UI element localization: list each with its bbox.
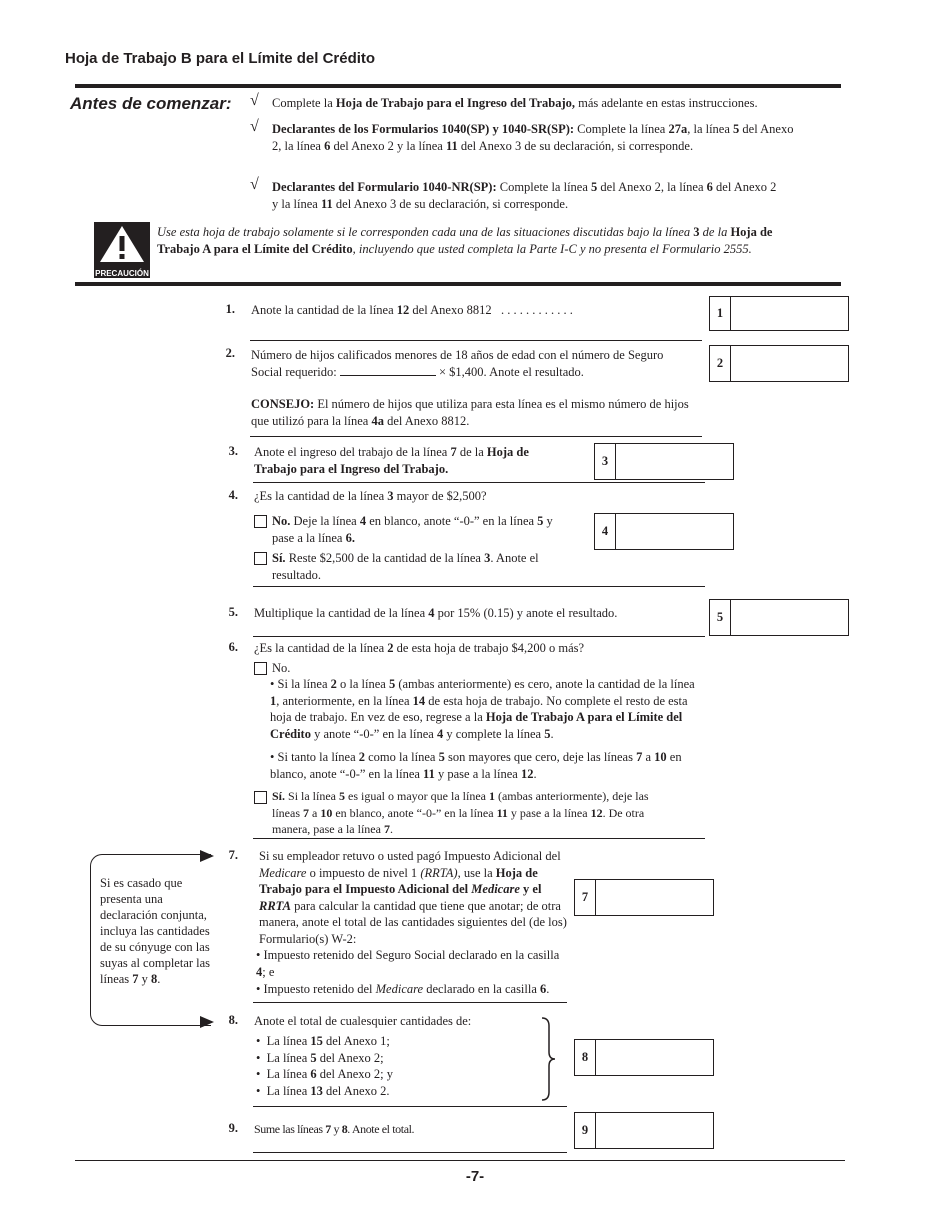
line-9-input[interactable]: 9 [574,1112,714,1149]
line-4-text: ¿Es la cantidad de la línea 3 mayor de $2,500? [254,489,487,503]
line-6-si-checkbox[interactable] [254,790,267,808]
worksheet-title: Hoja de Trabajo B para el Límite del Crédito [65,50,376,67]
caution-icon: PRECAUCIÓN [94,222,150,278]
line-4-no-text: No. Deje la línea 4 en blanco, anote “-0-” en la línea 5 y pase a la línea 6. [272,514,553,545]
line-number: 5. [228,605,238,619]
before-item-2: Declarantes de los Formularios 1040(SP) y 1040-SR(SP): Complete la línea 27a, la línea 5 del Anexo 2, la línea 6 del Anexo 2 y la línea 11 del Anexo 3 de su declaración, si corresponde. [272,122,794,153]
line-7-bullet-1: • Impuesto retenido del Seguro Social declarado en la casilla 4; e [256,948,560,979]
line-8-list [256,1033,456,1099]
line-3-text: Anote el ingreso del trabajo de la línea 7 de la Hoja de Trabajo para el Ingreso del Trabajo. [254,445,529,476]
page-number: -7- [465,1168,485,1185]
line-number: 9. [228,1121,238,1135]
line-4-si-checkbox[interactable] [254,551,267,569]
before-item-3: Declarantes del Formulario 1040-NR(SP): Complete la línea 5 del Anexo 2, la línea 6 del Anexo 2 y la línea 11 del Anexo 3 de su declaración, si corresponde. [272,180,777,211]
list-item: • La línea 6 del Anexo 2; y [256,1067,394,1081]
line-6-text: ¿Es la cantidad de la línea 2 de esta hoja de trabajo $4,200 o más? [254,641,585,655]
line-6-bullet-1: • Si la línea 2 o la línea 5 (ambas anteriormente) es cero, anote la cantidad de la línea 1, anteriormente, en la línea 14 de esta hoja de trabajo. No complete el resto de esta hoja de trabajo. En vez de eso, regrese a la Hoja de Trabajo A para el Límite del Crédito y anote “-0-” en la línea 4 y complete la línea 5. [270,677,695,741]
separator [253,586,705,587]
line-4-input[interactable]: 4 [594,513,734,550]
list-item: • La línea 13 del Anexo 2. [256,1083,390,1098]
separator [250,340,702,341]
children-count-input[interactable] [340,365,436,376]
arrow-right-icon [200,1015,214,1033]
line-number: 2. [225,346,235,360]
line-3-input[interactable]: 3 [594,443,734,480]
line-number: 3. [228,444,238,458]
line-9-text: Sume las líneas 7 y 8. Anote el total. [254,1122,415,1136]
separator [253,1106,567,1107]
line-5-text: Multiplique la cantidad de la línea 4 por 15% (0.15) y anote el resultado. [254,606,618,620]
line-2-tip: CONSEJO: El número de hijos que utiliza para esta línea es el mismo número de hijos que utilizó para la línea 4a del Anexo 8812. [251,397,689,428]
line-number: 1. [225,302,235,316]
line-7-text: Si su empleador retuvo o usted pagó Impuesto Adicional del Medicare o impuesto de nivel 1 (RRTA), use la Hoja de Trabajo para el Impuesto Adicional del Medicare y el RRTA para calcular la cantidad que tiene que anotar; de otra manera, anote el total de las cantidades siguientes del (de los) Formulario(s) W-2: [259,849,567,946]
line-number: 4. [228,488,238,502]
before-item-1: Complete la Hoja de Trabajo para el Ingreso del Trabajo, más adelante en estas instrucciones. [272,96,758,110]
separator [253,1002,567,1003]
top-rule [75,84,841,88]
line-1-input[interactable]: 1 [709,296,849,331]
line-4-si-text: Sí. Reste $2,500 de la cantidad de la línea 3. Anote el resultado. [272,551,539,582]
line-7-input[interactable]: 7 [574,879,714,916]
arrow-right-icon [200,849,214,867]
check-icon: √ [250,176,259,193]
footer-rule [75,1160,845,1161]
list-item: • La línea 5 del Anexo 2; [256,1050,384,1065]
line-2-input[interactable]: 2 [709,345,849,382]
caution-rule [75,282,841,286]
separator [253,636,705,637]
separator [253,838,705,839]
brace-icon [540,1016,556,1107]
line-8-text: Anote el total de cualesquier cantidades de: [254,1014,472,1028]
sidenote-text: Si es casado que presenta una declaración conjunta, incluya las cantidades de su cónyuge con las suyas al completar las líneas 7 y 8. [100,876,211,986]
line-number: 6. [228,640,238,654]
list-item: • La línea 15 del Anexo 1; [256,1034,390,1048]
separator [250,436,702,437]
line-6-no-label: No. [272,661,291,675]
line-1-text: Anote la cantidad de la línea 12 del Anexo 8812 . . . . . . . . . . . . [251,303,573,317]
before-label: Antes de comenzar: [70,94,232,113]
line-6-no-checkbox[interactable] [254,661,267,679]
line-2-text: Número de hijos calificados menores de 18 años de edad con el número de Seguro Social requerido: × $1,400. Anote el resultado. [251,348,664,379]
line-number: 8. [228,1013,238,1027]
line-8-input[interactable]: 8 [574,1039,714,1076]
line-6-si-text: Sí. Si la línea 5 es igual o mayor que la línea 1 (ambas anteriormente), deje las líneas 7 a 10 en blanco, anote “-0-” en la línea 11 y pase a la línea 12. De otra manera, pase a la línea 7. [272,789,649,836]
separator [253,482,705,483]
check-icon: √ [250,118,259,135]
check-icon: √ [250,92,259,109]
line-6-bullet-2: • Si tanto la línea 2 como la línea 5 son mayores que cero, deje las líneas 7 a 10 en blanco, anote “-0-” en la línea 11 y pase a la línea 12. [270,750,682,781]
line-4-no-checkbox[interactable] [254,514,267,532]
caution-text: Use esta hoja de trabajo solamente si le corresponden cada una de las situaciones discutidas bajo la línea 3 de la Hoja de Trabajo A para el Límite del Crédito, incluyendo que usted completa la Parte I-C y no presenta el Formulario 2555. [157,225,773,256]
line-number: 7. [228,848,238,862]
separator [253,1152,567,1153]
line-7-bullet-2: • Impuesto retenido del Medicare declarado en la casilla 6. [256,982,550,996]
line-5-input[interactable]: 5 [709,599,849,636]
